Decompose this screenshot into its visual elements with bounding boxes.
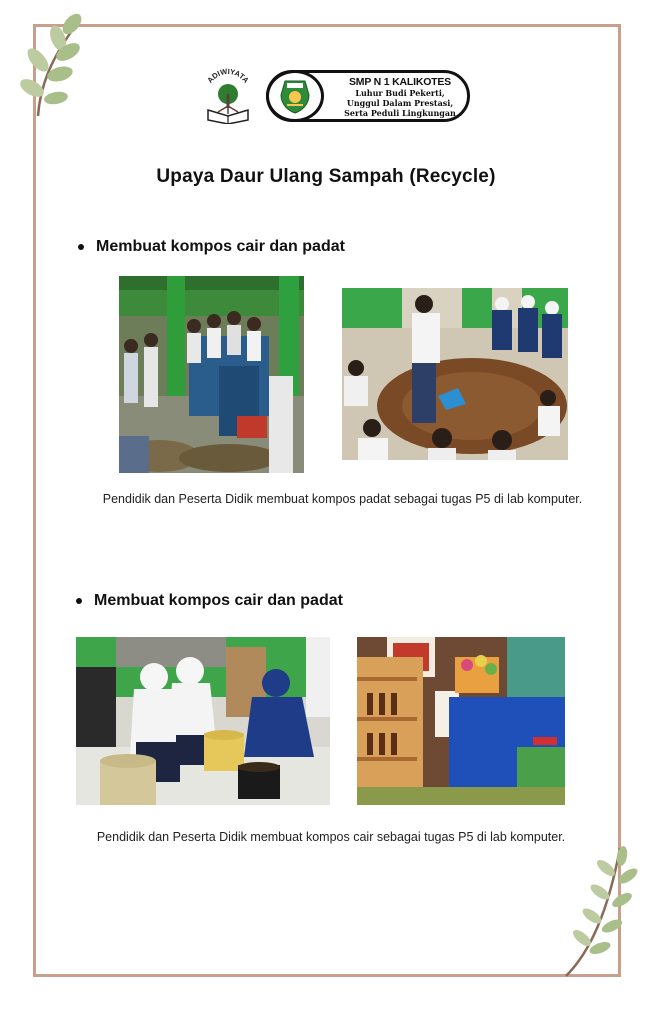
leaf-branch-decoration <box>560 842 644 980</box>
school-name-badge <box>266 70 470 122</box>
section-heading <box>76 592 343 610</box>
adiwiyata-logo-text: ADIWIYATA <box>205 68 251 85</box>
section-heading <box>78 238 345 256</box>
photo-caption: Pendidik dan Peserta Didik membuat kompos cair sebagai tugas P5 di lab komputer. <box>96 830 566 844</box>
photo-compost-machine <box>119 276 304 473</box>
section-heading-text: Membuat kompos cair dan padat <box>94 592 343 609</box>
leaf-branch-decoration <box>10 8 90 118</box>
school-motto-line: Unggul Dalam Prestasi, <box>346 98 454 108</box>
svg-text:ADIWIYATA <box>205 68 251 85</box>
school-name: SMP N 1 KALIKOTES <box>348 76 451 88</box>
bullet-icon <box>78 244 84 250</box>
school-emblem-icon <box>266 70 324 122</box>
section-heading-text: Membuat kompos cair dan padat <box>96 238 345 255</box>
school-motto-line: Serta Peduli Lingkungan <box>344 108 456 118</box>
bullet-icon <box>76 598 82 604</box>
photo-liquid-compost <box>76 637 330 805</box>
adiwiyata-logo-icon <box>202 68 254 124</box>
photo-compost-pile <box>342 288 568 460</box>
photo-caption: Pendidik dan Peserta Didik membuat kompos padat sebagai tugas P5 di lab komputer. <box>102 492 583 506</box>
school-motto-line: Luhur Budi Pekerti, <box>355 88 445 98</box>
page-title: Upaya Daur Ulang Sampah (Recycle) <box>156 166 496 187</box>
photo-compost-exhibition <box>357 637 565 805</box>
header-logos <box>200 64 480 128</box>
